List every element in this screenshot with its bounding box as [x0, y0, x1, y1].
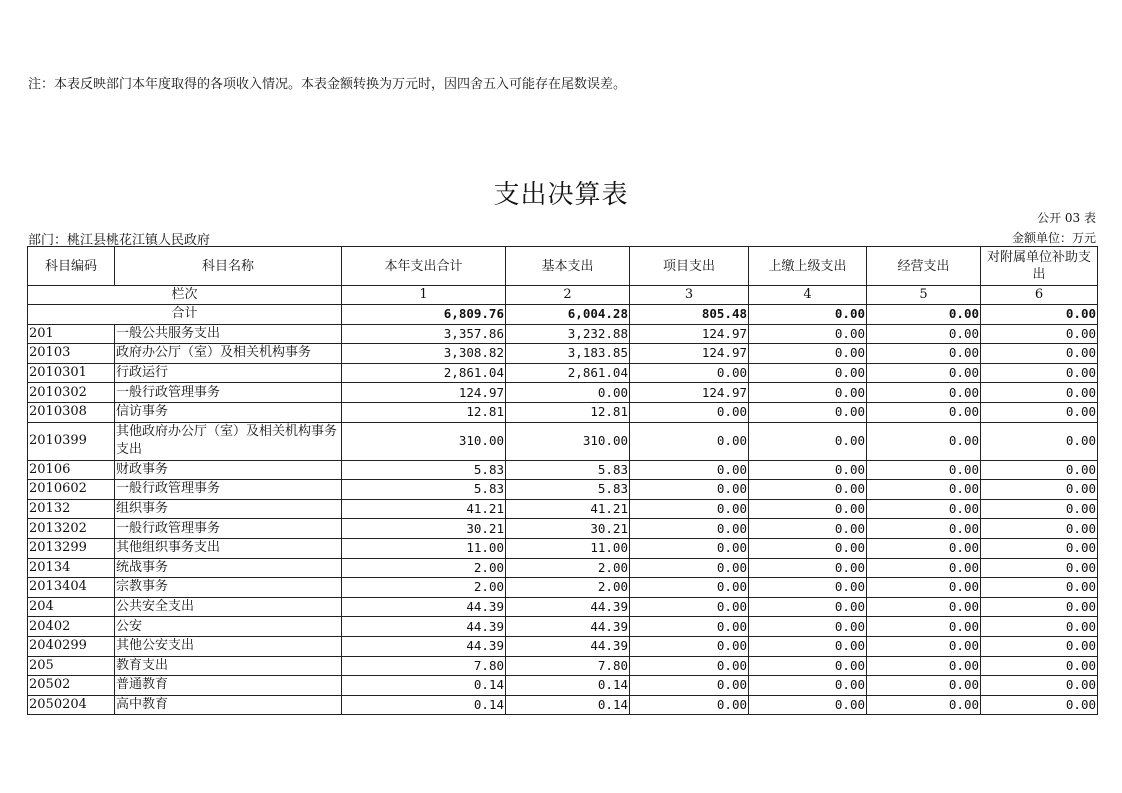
table-row: [28, 499, 1098, 519]
amount-cell: 0.00: [749, 656, 867, 676]
amount-cell: 5.83: [506, 460, 630, 480]
department-label: 部门：桃江县桃花江镇人民政府: [28, 233, 211, 248]
column-number: 5: [867, 286, 981, 305]
amount-cell: 0.00: [981, 558, 1098, 578]
amount-cell: 3,308.82: [342, 344, 506, 364]
amount-cell: 0.00: [749, 695, 867, 715]
amount-cell: 124.97: [630, 344, 749, 364]
total-value: 6,004.28: [506, 305, 630, 325]
expenditure-table: [27, 246, 1098, 715]
table-row: [28, 617, 1098, 637]
amount-cell: 0.00: [630, 597, 749, 617]
amount-cell: 12.81: [506, 402, 630, 422]
amount-cell: 7.80: [506, 656, 630, 676]
amount-cell: 0.00: [630, 695, 749, 715]
subject-name: 组织事务: [115, 499, 342, 519]
amount-cell: 0.00: [749, 480, 867, 500]
subject-name: 一般行政管理事务: [115, 480, 342, 500]
subject-name: 财政事务: [115, 460, 342, 480]
amount-cell: 0.00: [867, 460, 981, 480]
amount-cell: 11.00: [342, 538, 506, 558]
table-row: [28, 460, 1098, 480]
column-number: 1: [342, 286, 506, 305]
amount-cell: 0.00: [981, 480, 1098, 500]
amount-cell: 0.00: [749, 344, 867, 364]
amount-cell: 0.00: [630, 402, 749, 422]
amount-cell: 0.00: [867, 363, 981, 383]
amount-cell: 0.00: [630, 519, 749, 539]
amount-cell: 5.83: [342, 480, 506, 500]
subject-code: 2040299: [28, 636, 115, 656]
amount-cell: 44.39: [506, 597, 630, 617]
amount-cell: 0.00: [867, 676, 981, 696]
subject-code: 2013404: [28, 578, 115, 598]
amount-cell: 44.39: [342, 636, 506, 656]
amount-cell: 2.00: [342, 578, 506, 598]
subject-code: 205: [28, 656, 115, 676]
total-value: 6,809.76: [342, 305, 506, 325]
amount-cell: 0.00: [981, 344, 1098, 364]
amount-cell: 0.00: [867, 538, 981, 558]
amount-cell: 3,183.85: [506, 344, 630, 364]
amount-cell: 0.00: [749, 324, 867, 344]
amount-cell: 0.00: [630, 422, 749, 460]
subject-name: 统战事务: [115, 558, 342, 578]
table-row: [28, 636, 1098, 656]
amount-cell: 0.00: [749, 519, 867, 539]
subject-name: 一般行政管理事务: [115, 519, 342, 539]
amount-cell: 0.00: [749, 578, 867, 598]
table-row: [28, 597, 1098, 617]
subject-code: 20106: [28, 460, 115, 480]
amount-cell: 0.14: [342, 676, 506, 696]
amount-cell: 0.00: [630, 558, 749, 578]
subject-code: 2010602: [28, 480, 115, 500]
amount-cell: 0.00: [981, 656, 1098, 676]
table-row: [28, 344, 1098, 364]
amount-cell: 0.00: [867, 597, 981, 617]
amount-cell: 0.00: [867, 558, 981, 578]
amount-cell: 0.00: [749, 363, 867, 383]
subject-name: 行政运行: [115, 363, 342, 383]
table-row: [28, 538, 1098, 558]
subject-name: 一般行政管理事务: [115, 383, 342, 403]
amount-cell: 0.00: [867, 499, 981, 519]
amount-cell: 0.00: [749, 538, 867, 558]
subject-name: 宗教事务: [115, 578, 342, 598]
header-row: [28, 247, 1098, 286]
table-row: [28, 383, 1098, 403]
amount-cell: 0.00: [867, 402, 981, 422]
subject-name: 高中教育: [115, 695, 342, 715]
total-label: 合计: [28, 305, 342, 325]
amount-cell: 41.21: [506, 499, 630, 519]
table-row: [28, 402, 1098, 422]
subject-name: 信访事务: [115, 402, 342, 422]
amount-cell: 0.00: [630, 480, 749, 500]
total-value: 0.00: [981, 305, 1098, 325]
amount-cell: 0.00: [867, 617, 981, 637]
total-value: 0.00: [749, 305, 867, 325]
subject-code: 20132: [28, 499, 115, 519]
amount-cell: 0.00: [749, 617, 867, 637]
subject-code: 201: [28, 324, 115, 344]
amount-cell: 0.00: [749, 558, 867, 578]
amount-cell: 0.00: [749, 676, 867, 696]
subject-code: 2050204: [28, 695, 115, 715]
amount-cell: 11.00: [506, 538, 630, 558]
amount-cell: 0.00: [630, 363, 749, 383]
column-number: 2: [506, 286, 630, 305]
subject-name: 公安: [115, 617, 342, 637]
amount-cell: 0.00: [867, 636, 981, 656]
subject-name: 教育支出: [115, 656, 342, 676]
total-value: 0.00: [867, 305, 981, 325]
amount-cell: 0.00: [981, 636, 1098, 656]
amount-cell: 0.00: [867, 383, 981, 403]
amount-cell: 0.00: [630, 538, 749, 558]
amount-cell: 0.00: [981, 402, 1098, 422]
amount-cell: 0.00: [506, 383, 630, 403]
amount-cell: 124.97: [630, 383, 749, 403]
page-title: 支出决算表: [493, 180, 629, 210]
amount-cell: 30.21: [342, 519, 506, 539]
amount-cell: 44.39: [506, 636, 630, 656]
amount-cell: 41.21: [342, 499, 506, 519]
subject-code: 2010302: [28, 383, 115, 403]
column-number: 6: [981, 286, 1098, 305]
amount-cell: 0.00: [867, 578, 981, 598]
header-code: 科目编码: [28, 247, 115, 286]
amount-cell: 2.00: [506, 578, 630, 598]
amount-cell: 310.00: [506, 422, 630, 460]
subject-code: 20134: [28, 558, 115, 578]
amount-cell: 0.14: [342, 695, 506, 715]
amount-cell: 44.39: [342, 617, 506, 637]
amount-cell: 0.00: [981, 383, 1098, 403]
amount-cell: 5.83: [506, 480, 630, 500]
subject-code: 2010301: [28, 363, 115, 383]
amount-cell: 0.00: [867, 656, 981, 676]
amount-cell: 2,861.04: [342, 363, 506, 383]
amount-cell: 0.00: [630, 676, 749, 696]
amount-cell: 0.00: [749, 460, 867, 480]
table-row: [28, 558, 1098, 578]
subject-code: 2013202: [28, 519, 115, 539]
table-row: [28, 363, 1098, 383]
amount-cell: 0.00: [981, 460, 1098, 480]
subject-name: 公共安全支出: [115, 597, 342, 617]
amount-cell: 5.83: [342, 460, 506, 480]
amount-cell: 2.00: [342, 558, 506, 578]
subject-name: 政府办公厅（室）及相关机构事务: [115, 344, 342, 364]
subject-name: 普通教育: [115, 676, 342, 696]
subject-code: 20502: [28, 676, 115, 696]
header-upper: 上缴上级支出: [749, 247, 867, 286]
amount-cell: 0.00: [749, 636, 867, 656]
header-business: 经营支出: [867, 247, 981, 286]
subject-code: 2010399: [28, 422, 115, 460]
table-note: 注：本表反映部门本年度取得的各项收入情况。本表金额转换为万元时，因四舍五入可能存在尾数误差。: [28, 77, 627, 92]
subject-code: 20402: [28, 617, 115, 637]
amount-cell: 0.00: [981, 676, 1098, 696]
table-row: [28, 324, 1098, 344]
amount-cell: 0.00: [749, 383, 867, 403]
amount-cell: 0.00: [749, 499, 867, 519]
table-code: 公开 03 表: [1037, 211, 1096, 225]
amount-cell: 44.39: [342, 597, 506, 617]
header-subsidy: 对附属单位补助支出: [981, 247, 1098, 286]
table-row: [28, 480, 1098, 500]
subject-code: 2013299: [28, 538, 115, 558]
subject-name: 一般公共服务支出: [115, 324, 342, 344]
amount-cell: 2.00: [506, 558, 630, 578]
subject-name: 其他政府办公厅（室）及相关机构事务支出: [115, 422, 342, 460]
amount-cell: 30.21: [506, 519, 630, 539]
amount-cell: 2,861.04: [506, 363, 630, 383]
amount-cell: 124.97: [342, 383, 506, 403]
table-row: [28, 422, 1098, 460]
amount-cell: 0.00: [867, 344, 981, 364]
table-row: [28, 519, 1098, 539]
amount-cell: 0.00: [749, 597, 867, 617]
amount-cell: 0.00: [981, 363, 1098, 383]
amount-cell: 0.00: [981, 617, 1098, 637]
column-number-row: [28, 286, 1098, 305]
amount-cell: 3,357.86: [342, 324, 506, 344]
amount-cell: 0.00: [867, 480, 981, 500]
amount-cell: 0.00: [630, 578, 749, 598]
table-row: [28, 676, 1098, 696]
subject-name: 其他公安支出: [115, 636, 342, 656]
amount-cell: 0.00: [749, 402, 867, 422]
column-number-label: 栏次: [28, 286, 342, 305]
amount-cell: 0.00: [749, 422, 867, 460]
amount-cell: 0.00: [630, 636, 749, 656]
table-row: [28, 695, 1098, 715]
subject-code: 2010308: [28, 402, 115, 422]
amount-cell: 44.39: [506, 617, 630, 637]
amount-cell: 0.14: [506, 695, 630, 715]
amount-cell: 0.00: [867, 519, 981, 539]
subject-code: 204: [28, 597, 115, 617]
table-row: [28, 578, 1098, 598]
amount-cell: 7.80: [342, 656, 506, 676]
amount-cell: 0.00: [981, 422, 1098, 460]
amount-cell: 0.00: [630, 460, 749, 480]
header-name: 科目名称: [115, 247, 342, 286]
amount-cell: 12.81: [342, 402, 506, 422]
amount-cell: 0.00: [867, 422, 981, 460]
amount-cell: 0.00: [981, 499, 1098, 519]
amount-cell: 0.14: [506, 676, 630, 696]
amount-cell: 0.00: [981, 578, 1098, 598]
column-number: 3: [630, 286, 749, 305]
amount-cell: 0.00: [630, 656, 749, 676]
total-row: [28, 305, 1098, 325]
amount-unit-label: 金额单位：万元: [1011, 231, 1096, 245]
amount-cell: 0.00: [981, 324, 1098, 344]
header-basic: 基本支出: [506, 247, 630, 286]
header-project: 项目支出: [630, 247, 749, 286]
amount-cell: 3,232.88: [506, 324, 630, 344]
amount-cell: 0.00: [981, 519, 1098, 539]
amount-cell: 0.00: [867, 695, 981, 715]
column-number: 4: [749, 286, 867, 305]
subject-code: 20103: [28, 344, 115, 364]
amount-cell: 0.00: [981, 538, 1098, 558]
amount-cell: 0.00: [630, 617, 749, 637]
amount-cell: 0.00: [630, 499, 749, 519]
subject-name: 其他组织事务支出: [115, 538, 342, 558]
amount-cell: 310.00: [342, 422, 506, 460]
table-row: [28, 656, 1098, 676]
total-value: 805.48: [630, 305, 749, 325]
amount-cell: 0.00: [981, 597, 1098, 617]
amount-cell: 124.97: [630, 324, 749, 344]
amount-cell: 0.00: [981, 695, 1098, 715]
amount-cell: 0.00: [867, 324, 981, 344]
header-total: 本年支出合计: [342, 247, 506, 286]
